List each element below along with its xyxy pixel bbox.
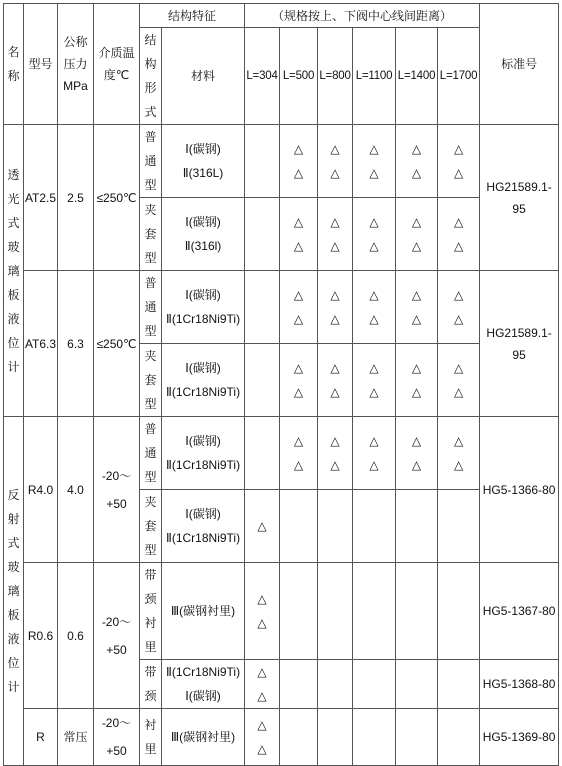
- temp-cell: -20～ +50: [94, 417, 140, 563]
- mark-cell-L1100: △ △: [353, 344, 396, 417]
- mark-cell-L500: [280, 660, 318, 709]
- mark-cell-L1400: [396, 490, 438, 563]
- header-struct-feature: 结构特征: [140, 4, 245, 28]
- header-length-1100: L=1100: [353, 28, 396, 125]
- mark-cell-L800: △ △: [318, 417, 353, 490]
- material-cell: Ⅱ(1Cr18Ni9Ti) Ⅰ(碳钢): [162, 660, 245, 709]
- header-model: 型号: [24, 4, 58, 125]
- mark-cell-L304: [245, 417, 280, 490]
- material-cell: Ⅰ(碳钢) Ⅱ(1Cr18Ni9Ti): [162, 271, 245, 344]
- mark-cell-L1400: [396, 660, 438, 709]
- mark-cell-L500: [280, 709, 318, 766]
- mark-cell-L1700: [438, 660, 480, 709]
- mark-cell-L1400: △ △: [396, 417, 438, 490]
- header-name: 名 称: [4, 4, 24, 125]
- temp-cell: ≤250℃: [94, 271, 140, 417]
- header-length-1700: L=1700: [438, 28, 480, 125]
- table-row: [4, 563, 559, 660]
- standard-cell: HG21589.1-95: [480, 271, 559, 417]
- struct-form-cell: 夹 套 型: [140, 490, 162, 563]
- pressure-cell: 0.6: [58, 563, 94, 709]
- header-material: 材料: [162, 28, 245, 125]
- table-body: [4, 4, 559, 766]
- pressure-cell: 6.3: [58, 271, 94, 417]
- struct-form-cell: 夹 套 型: [140, 198, 162, 271]
- material-cell: Ⅲ(碳钢衬里): [162, 563, 245, 660]
- mark-cell-L500: △ △: [280, 344, 318, 417]
- mark-cell-L500: △ △: [280, 198, 318, 271]
- struct-form-cell: 夹 套 型: [140, 344, 162, 417]
- standard-cell: HG21589.1-95: [480, 125, 559, 271]
- mark-cell-L304: [245, 344, 280, 417]
- spec-table: [3, 3, 559, 766]
- model-cell: AT6.3: [24, 271, 58, 417]
- standard-cell: HG5-1368-80: [480, 660, 559, 709]
- standard-cell: HG5-1366-80: [480, 417, 559, 563]
- material-cell: Ⅲ(碳钢衬里): [162, 709, 245, 766]
- mark-cell-L500: [280, 563, 318, 660]
- group-name: 透 光 式 玻 璃 板 液 位 计: [4, 125, 24, 417]
- material-cell: Ⅰ(碳钢) Ⅱ(316L): [162, 125, 245, 198]
- table-row: [4, 417, 559, 490]
- pressure-cell: 常压: [58, 709, 94, 766]
- mark-cell-L1700: [438, 563, 480, 660]
- struct-form-cell: 普 通 型: [140, 417, 162, 490]
- mark-cell-L1700: △ △: [438, 271, 480, 344]
- mark-cell-L1400: △ △: [396, 125, 438, 198]
- header-pressure: 公称 压力 MPa: [58, 4, 94, 125]
- header-temp: 介质温 度℃: [94, 4, 140, 125]
- mark-cell-L800: △ △: [318, 198, 353, 271]
- mark-cell-L1400: [396, 563, 438, 660]
- model-cell: R: [24, 709, 58, 766]
- mark-cell-L800: [318, 709, 353, 766]
- mark-cell-L1100: △ △: [353, 125, 396, 198]
- mark-cell-L1700: △ △: [438, 125, 480, 198]
- mark-cell-L800: [318, 660, 353, 709]
- material-cell: Ⅰ(碳钢) Ⅱ(1Cr18Ni9Ti): [162, 417, 245, 490]
- mark-cell-L1100: △ △: [353, 271, 396, 344]
- table-row: [4, 125, 559, 198]
- mark-cell-L1700: △ △: [438, 417, 480, 490]
- mark-cell-L1700: [438, 709, 480, 766]
- struct-form-cell: 普 通 型: [140, 271, 162, 344]
- mark-cell-L1100: [353, 563, 396, 660]
- mark-cell-L304: [245, 198, 280, 271]
- table-row: [4, 709, 559, 766]
- mark-cell-L500: △ △: [280, 271, 318, 344]
- mark-cell-L1100: [353, 709, 396, 766]
- mark-cell-L1400: △ △: [396, 198, 438, 271]
- header-length-500: L=500: [280, 28, 318, 125]
- mark-cell-L304: △ △: [245, 660, 280, 709]
- mark-cell-L1400: △ △: [396, 344, 438, 417]
- mark-cell-L800: △ △: [318, 125, 353, 198]
- header-length-1400: L=1400: [396, 28, 438, 125]
- model-cell: R4.0: [24, 417, 58, 563]
- mark-cell-L304: [245, 271, 280, 344]
- standard-cell: HG5-1367-80: [480, 563, 559, 660]
- mark-cell-L1700: △ △: [438, 198, 480, 271]
- mark-cell-L1700: △ △: [438, 344, 480, 417]
- mark-cell-L1100: [353, 490, 396, 563]
- mark-cell-L1100: △ △: [353, 417, 396, 490]
- mark-cell-L304: [245, 125, 280, 198]
- struct-form-cell: 衬 里: [140, 709, 162, 766]
- mark-cell-L500: [280, 490, 318, 563]
- header-length-800: L=800: [318, 28, 353, 125]
- mark-cell-L800: [318, 490, 353, 563]
- material-cell: Ⅰ(碳钢) Ⅱ(1Cr18Ni9Ti): [162, 490, 245, 563]
- mark-cell-L800: [318, 563, 353, 660]
- mark-cell-L1100: △ △: [353, 198, 396, 271]
- header-standard: 标准号: [480, 4, 559, 125]
- mark-cell-L1100: [353, 660, 396, 709]
- header-row-1: [4, 4, 559, 28]
- model-cell: R0.6: [24, 563, 58, 709]
- header-length-304: L=304: [245, 28, 280, 125]
- header-struct-form: 结 构 形 式: [140, 28, 162, 125]
- model-cell: AT2.5: [24, 125, 58, 271]
- temp-cell: -20～ +50: [94, 563, 140, 709]
- temp-cell: -20～ +50: [94, 709, 140, 766]
- mark-cell-L800: △ △: [318, 271, 353, 344]
- mark-cell-L500: △ △: [280, 417, 318, 490]
- struct-form-cell: 带 颈: [140, 660, 162, 709]
- mark-cell-L500: △ △: [280, 125, 318, 198]
- mark-cell-L304: △: [245, 490, 280, 563]
- mark-cell-L304: △ △: [245, 709, 280, 766]
- header-spacing: （规格按上、下阀中心线间距离）: [245, 4, 480, 28]
- standard-cell: HG5-1369-80: [480, 709, 559, 766]
- mark-cell-L1700: [438, 490, 480, 563]
- table-row: [4, 271, 559, 344]
- mark-cell-L304: △ △: [245, 563, 280, 660]
- pressure-cell: 4.0: [58, 417, 94, 563]
- mark-cell-L1400: [396, 709, 438, 766]
- material-cell: Ⅰ(碳钢) Ⅱ(1Cr18Ni9Ti): [162, 344, 245, 417]
- mark-cell-L1400: △ △: [396, 271, 438, 344]
- material-cell: Ⅰ(碳钢) Ⅱ(316l): [162, 198, 245, 271]
- temp-cell: ≤250℃: [94, 125, 140, 271]
- pressure-cell: 2.5: [58, 125, 94, 271]
- group-name: 反 射 式 玻 璃 板 液 位 计: [4, 417, 24, 766]
- struct-form-cell: 普 通 型: [140, 125, 162, 198]
- struct-form-cell: 带 颈 衬 里: [140, 563, 162, 660]
- mark-cell-L800: △ △: [318, 344, 353, 417]
